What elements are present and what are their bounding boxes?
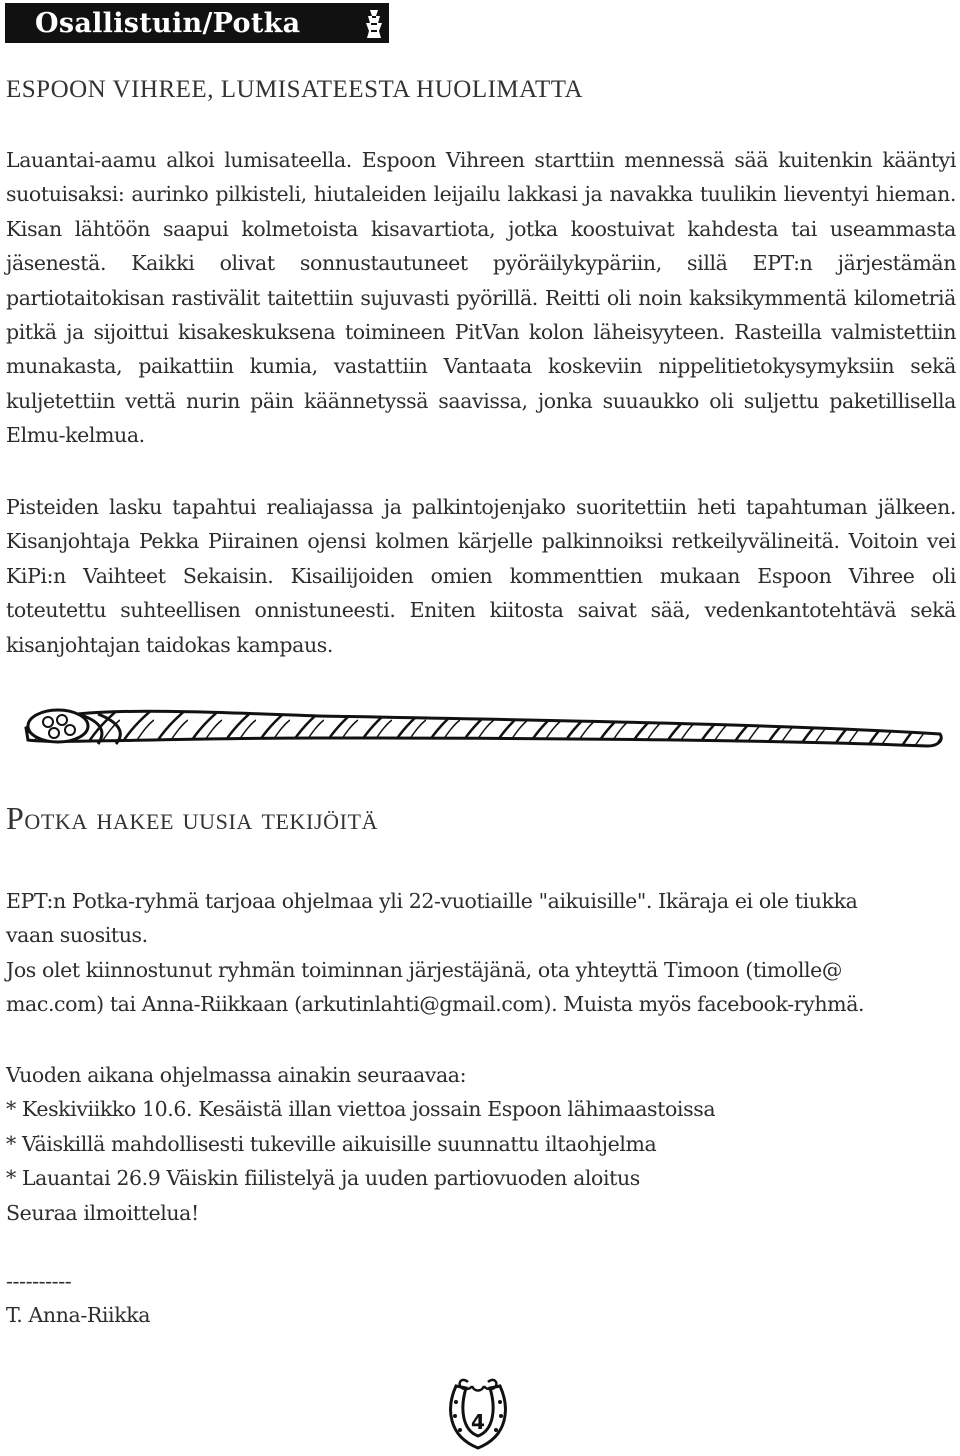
article-1-paragraph-2: Pisteiden lasku tapahtui realiajassa ja palkintojenjako suoritettiin heti tapahtuman jälkeen. Kisanjohtaja Pekka Piirainen ojensi kolmen kärjelle palkinnoiksi retkeilyvälineitä. Voitoin vei KiPi:n Vaihteet Sekaisin. Kisailijoiden omien kommenttien mukaan Espoon Vihree oli toteutettu suhteellisen onnistuneesti. Eniten kiitosta saivat sää, vedenkantotehtävä sekä kisanjohtajan taidokas kampaus. xyxy=(6,495,956,657)
article-2-title: Potka hakee uusia tekijöitä xyxy=(6,800,379,836)
article-2-line: vaan suositus. xyxy=(6,923,148,947)
program-item: * Lauantai 26.9 Väiskin fiilistelyä ja uuden partiovuoden aloitus xyxy=(6,1166,640,1190)
page-header-bar xyxy=(5,3,389,43)
article-2-line: mac.com) tai Anna-Riikkaan (arkutinlahti@gmail.com). Muista myös facebook-ryhmä. xyxy=(6,992,865,1016)
rope-divider-icon xyxy=(18,700,948,760)
signature-separator: ---------- xyxy=(6,1269,72,1293)
article-2-line: Jos olet kiinnostunut ryhmän toiminnan järjestäjänä, ota yhteyttä Timoon (timolle@ xyxy=(6,958,842,982)
page-number: 4 xyxy=(471,1410,485,1434)
scout-emblem-icon xyxy=(361,7,387,45)
program-intro: Vuoden aikana ohjelmassa ainakin seuraavaa: xyxy=(6,1063,467,1087)
follow-note: Seuraa ilmoittelua! xyxy=(6,1201,199,1225)
article-1-paragraph-1: Lauantai-aamu alkoi lumisateella. Espoon Vihreen starttiin mennessä sää kuitenkin kääntyi suotuisaksi: aurinko pilkisteli, hiutaleiden leijailu lakkasi ja navakka tuulikin lieventyi hieman. Kisan lähtöön saapui kolmetoista kisavartiota, jotka koostuivat kahdesta tai useammasta jäsenestä. Kaikki olivat sonnustautuneet pyöräilykypäriin, sillä EPT:n järjestämän partiotaitokisan rastivälit taitettiin sujuvasti pyörillä. Reitti oli noin kaksikymmentä kilometriä pitkä ja sijoittui kisakeskuksena toimineen PitVan kolon läheisyyteen. Rasteilla valmistettiin munakasta, paikattiin kumia, vastattiin Vantaata koskeviin nippelitietokysymyksiin sekä kuljetettiin vettä nurin päin käännetyssä saavissa, jonka suuaukko oli suljettu paketillisella Elmu-kelmua. xyxy=(6,148,956,448)
article-1-title: ESPOON VIHREE, LUMISATEESTA HUOLIMATTA xyxy=(6,76,584,103)
signature: T. Anna-Riikka xyxy=(6,1303,151,1327)
page-header-title: Osallistuin/Potka xyxy=(35,7,301,39)
article-2-line: EPT:n Potka-ryhmä tarjoaa ohjelmaa yli 22-vuotiaille "aikuisille". Ikäraja ei ole tiukka xyxy=(6,889,858,913)
program-item: * Väiskillä mahdollisesti tukeville aikuisille suunnattu iltaohjelma xyxy=(6,1132,657,1156)
program-item: * Keskiviikko 10.6. Kesäistä illan viettoa jossain Espoon lähimaastoissa xyxy=(6,1097,716,1121)
